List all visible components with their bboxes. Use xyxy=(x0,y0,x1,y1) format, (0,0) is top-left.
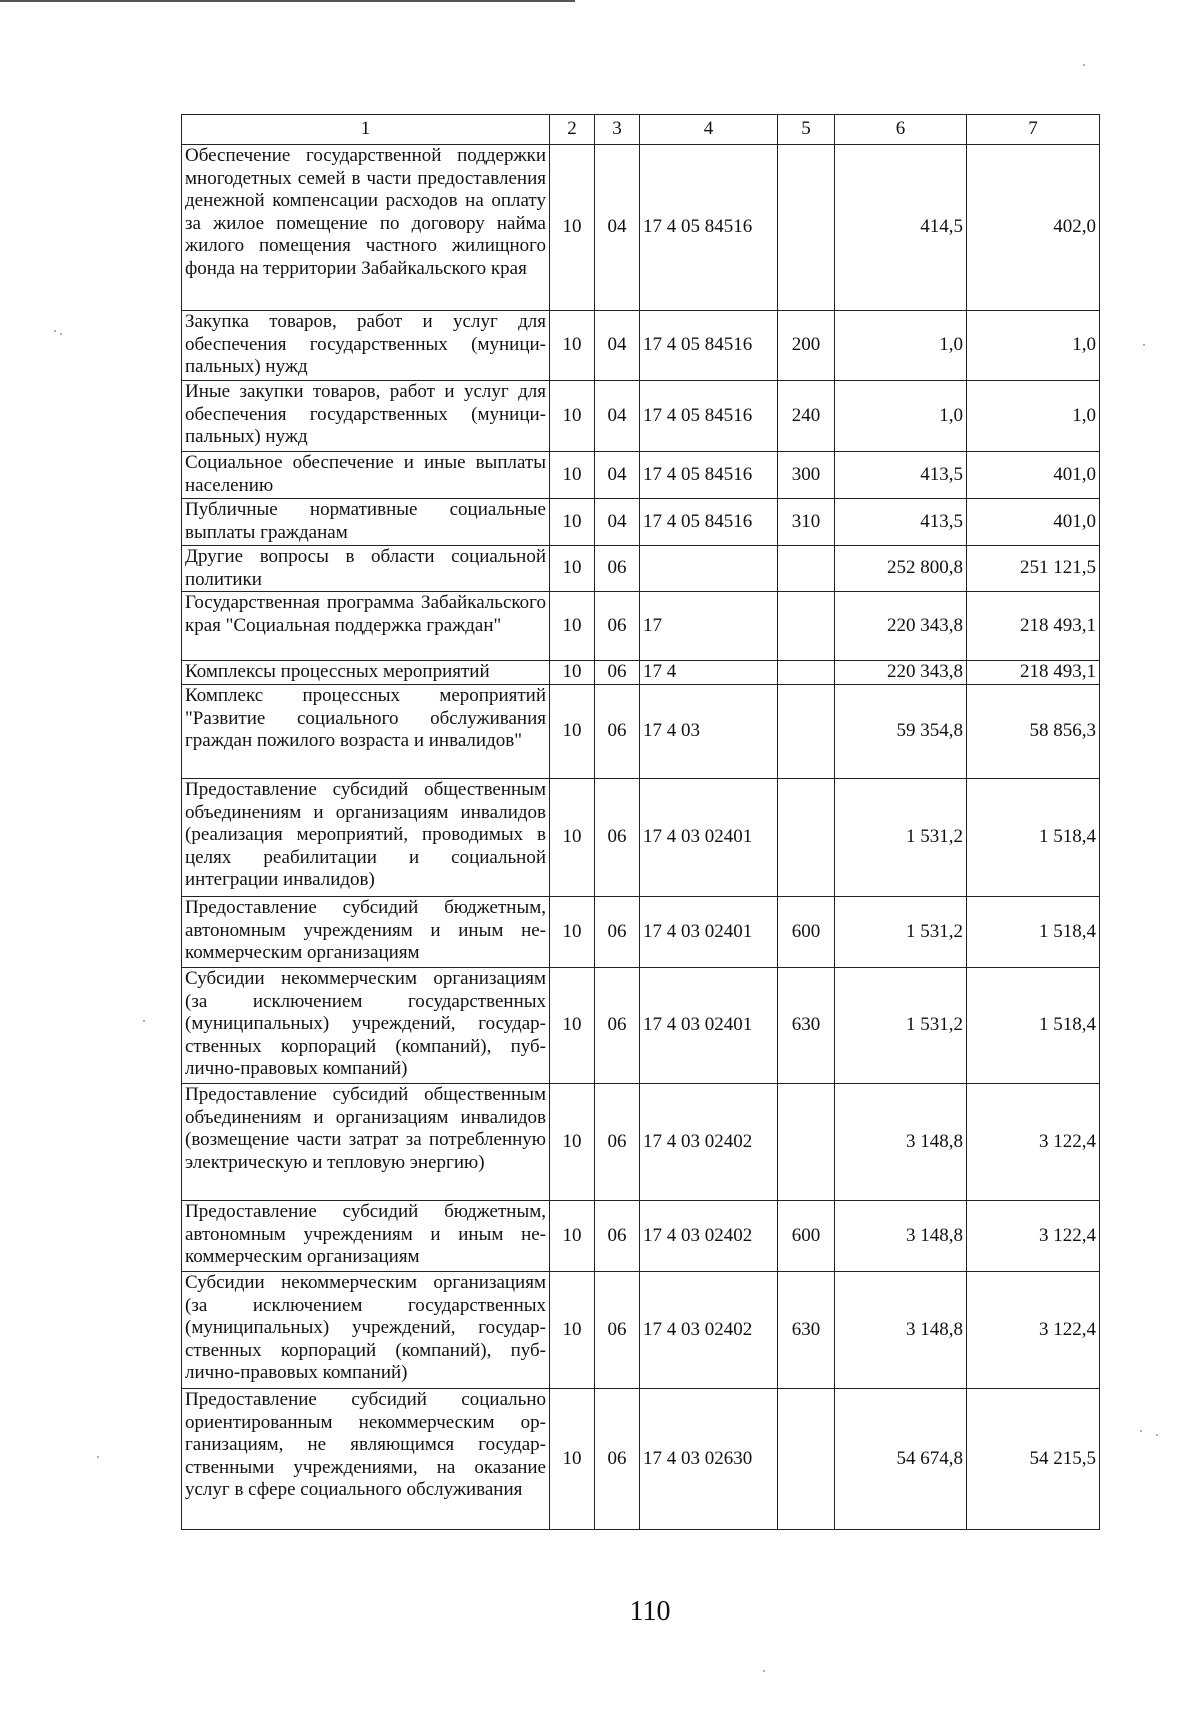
scan-speck xyxy=(1143,344,1145,346)
amount-year1-cell: 413,5 xyxy=(835,452,967,499)
expense-type-cell: 630 xyxy=(778,1272,835,1389)
table-row xyxy=(182,685,1100,779)
row-name-cell: Публичные нормативные социальные выплаты гражданам xyxy=(182,499,550,546)
target-article-cell: 17 4 03 02402 xyxy=(640,1084,778,1201)
header-cell: 2 xyxy=(550,115,595,145)
subsection-cell: 04 xyxy=(595,452,640,499)
amount-year2-cell: 3 122,4 xyxy=(967,1272,1100,1389)
section-cell: 10 xyxy=(550,897,595,968)
row-name-cell: Комплекс процессных мероприятий "Развитие социального обслуживания граждан пожилого возраста и инвалидов" xyxy=(182,685,550,779)
target-article-cell xyxy=(640,546,778,592)
scan-speck xyxy=(54,330,56,332)
amount-year2-cell: 1,0 xyxy=(967,311,1100,381)
section-cell: 10 xyxy=(550,145,595,311)
row-name-cell: Субсидии некоммерческим организациям (за исключением государственных (муниципальных) учреждений, государственных корпораций (компаний), публично-правовых компаний) xyxy=(182,1272,550,1389)
amount-year2-cell: 58 856,3 xyxy=(967,685,1100,779)
subsection-cell: 04 xyxy=(595,381,640,452)
table-row xyxy=(182,452,1100,499)
amount-year1-cell: 413,5 xyxy=(835,499,967,546)
target-article-cell: 17 4 03 02401 xyxy=(640,968,778,1084)
amount-year1-cell: 1 531,2 xyxy=(835,897,967,968)
target-article-cell: 17 4 05 84516 xyxy=(640,381,778,452)
section-cell: 10 xyxy=(550,546,595,592)
scan-speck xyxy=(763,1670,765,1672)
table-row xyxy=(182,968,1100,1084)
table-row xyxy=(182,145,1100,311)
expense-type-cell xyxy=(778,685,835,779)
table-row xyxy=(182,779,1100,897)
subsection-cell: 06 xyxy=(595,1272,640,1389)
target-article-cell: 17 4 05 84516 xyxy=(640,145,778,311)
section-cell: 10 xyxy=(550,685,595,779)
expense-type-cell xyxy=(778,546,835,592)
amount-year1-cell: 1 531,2 xyxy=(835,779,967,897)
target-article-cell: 17 4 05 84516 xyxy=(640,311,778,381)
section-cell: 10 xyxy=(550,592,595,661)
subsection-cell: 06 xyxy=(595,1389,640,1530)
section-cell: 10 xyxy=(550,968,595,1084)
subsection-cell: 06 xyxy=(595,1084,640,1201)
expense-type-cell xyxy=(778,661,835,685)
amount-year1-cell: 59 354,8 xyxy=(835,685,967,779)
subsection-cell: 06 xyxy=(595,661,640,685)
subsection-cell: 06 xyxy=(595,1201,640,1272)
table-row xyxy=(182,546,1100,592)
expense-type-cell: 600 xyxy=(778,1201,835,1272)
target-article-cell: 17 4 xyxy=(640,661,778,685)
subsection-cell: 06 xyxy=(595,968,640,1084)
expense-type-cell xyxy=(778,145,835,311)
section-cell: 10 xyxy=(550,1389,595,1530)
target-article-cell: 17 4 03 02402 xyxy=(640,1201,778,1272)
section-cell: 10 xyxy=(550,1201,595,1272)
subsection-cell: 04 xyxy=(595,145,640,311)
amount-year2-cell: 218 493,1 xyxy=(967,661,1100,685)
table-row xyxy=(182,381,1100,452)
amount-year2-cell: 251 121,5 xyxy=(967,546,1100,592)
scan-speck xyxy=(1140,1430,1142,1432)
table-row xyxy=(182,1201,1100,1272)
scan-speck xyxy=(60,333,62,335)
amount-year2-cell: 401,0 xyxy=(967,452,1100,499)
row-name-cell: Предоставление субсидий бюджетным, автономным учреждениям и иным некоммерческим организациям xyxy=(182,897,550,968)
header-cell: 5 xyxy=(778,115,835,145)
scan-speck xyxy=(97,1456,99,1458)
amount-year2-cell: 54 215,5 xyxy=(967,1389,1100,1530)
section-cell: 10 xyxy=(550,661,595,685)
expense-type-cell xyxy=(778,1389,835,1530)
target-article-cell: 17 4 03 02630 xyxy=(640,1389,778,1530)
row-name-cell: Государственная программа Забайкальского края "Социальная поддержка граждан" xyxy=(182,592,550,661)
amount-year2-cell: 3 122,4 xyxy=(967,1201,1100,1272)
amount-year1-cell: 252 800,8 xyxy=(835,546,967,592)
row-name-cell: Предоставление субсидий бюджетным, автономным учреждениям и иным некоммерческим организациям xyxy=(182,1201,550,1272)
subsection-cell: 06 xyxy=(595,546,640,592)
amount-year1-cell: 54 674,8 xyxy=(835,1389,967,1530)
header-cell: 3 xyxy=(595,115,640,145)
section-cell: 10 xyxy=(550,499,595,546)
expense-type-cell: 310 xyxy=(778,499,835,546)
subsection-cell: 04 xyxy=(595,311,640,381)
table-row xyxy=(182,311,1100,381)
amount-year2-cell: 218 493,1 xyxy=(967,592,1100,661)
target-article-cell: 17 4 05 84516 xyxy=(640,499,778,546)
amount-year2-cell: 401,0 xyxy=(967,499,1100,546)
table-row xyxy=(182,592,1100,661)
row-name-cell: Предоставление субсидий общественным объединениям и организациям инвалидов (реализация мероприятий, проводимых в целях реабилитации и социальной интеграции инвалидов) xyxy=(182,779,550,897)
target-article-cell: 17 4 03 02402 xyxy=(640,1272,778,1389)
table-row xyxy=(182,897,1100,968)
budget-table xyxy=(181,114,1100,1530)
header-cell: 1 xyxy=(182,115,550,145)
row-name-cell: Другие вопросы в области социальной политики xyxy=(182,546,550,592)
section-cell: 10 xyxy=(550,452,595,499)
target-article-cell: 17 4 03 02401 xyxy=(640,897,778,968)
header-cell: 7 xyxy=(967,115,1100,145)
amount-year1-cell: 3 148,8 xyxy=(835,1272,967,1389)
section-cell: 10 xyxy=(550,1084,595,1201)
row-name-cell: Иные закупки товаров, работ и услуг для обеспечения государственных (муниципальных) нужд xyxy=(182,381,550,452)
amount-year1-cell: 1 531,2 xyxy=(835,968,967,1084)
target-article-cell: 17 4 03 02401 xyxy=(640,779,778,897)
expense-type-cell xyxy=(778,779,835,897)
section-cell: 10 xyxy=(550,779,595,897)
section-cell: 10 xyxy=(550,381,595,452)
section-cell: 10 xyxy=(550,311,595,381)
amount-year1-cell: 220 343,8 xyxy=(835,592,967,661)
scan-speck xyxy=(143,1020,145,1022)
expense-type-cell: 600 xyxy=(778,897,835,968)
target-article-cell: 17 xyxy=(640,592,778,661)
subsection-cell: 06 xyxy=(595,897,640,968)
amount-year1-cell: 3 148,8 xyxy=(835,1201,967,1272)
row-name-cell: Предоставление субсидий социально ориентированным некоммерческим организациям, не являющимся государственными учреждениями, на оказание услуг в сфере социального обслуживания xyxy=(182,1389,550,1530)
row-name-cell: Обеспечение государственной поддержки многодетных семей в части предоставления денежной компенсации расходов на оплату за жилое помещение по договору найма жилого помещения частного жилищного фонда на территории Забайкальского края xyxy=(182,145,550,311)
page-number: 110 xyxy=(629,1596,671,1627)
row-name-cell: Закупка товаров, работ и услуг для обеспечения государственных (муниципальных) нужд xyxy=(182,311,550,381)
amount-year1-cell: 220 343,8 xyxy=(835,661,967,685)
expense-type-cell xyxy=(778,1084,835,1201)
amount-year2-cell: 1 518,4 xyxy=(967,779,1100,897)
expense-type-cell: 300 xyxy=(778,452,835,499)
scan-speck xyxy=(1083,64,1085,66)
row-name-cell: Предоставление субсидий общественным объединениям и организациям инвалидов (возмещение части затрат за потребленную электрическую и тепловую энергию) xyxy=(182,1084,550,1201)
table-row xyxy=(182,1389,1100,1530)
subsection-cell: 06 xyxy=(595,779,640,897)
target-article-cell: 17 4 03 xyxy=(640,685,778,779)
section-cell: 10 xyxy=(550,1272,595,1389)
amount-year2-cell: 1 518,4 xyxy=(967,897,1100,968)
table-row xyxy=(182,1272,1100,1389)
expense-type-cell: 240 xyxy=(778,381,835,452)
table-row xyxy=(182,1084,1100,1201)
scan-edge-line xyxy=(0,0,575,2)
subsection-cell: 06 xyxy=(595,685,640,779)
table-header-row xyxy=(182,115,1100,145)
expense-type-cell: 630 xyxy=(778,968,835,1084)
amount-year1-cell: 1,0 xyxy=(835,311,967,381)
amount-year2-cell: 1 518,4 xyxy=(967,968,1100,1084)
target-article-cell: 17 4 05 84516 xyxy=(640,452,778,499)
amount-year1-cell: 1,0 xyxy=(835,381,967,452)
expense-type-cell xyxy=(778,592,835,661)
scan-speck xyxy=(1156,1434,1158,1436)
row-name-cell: Субсидии некоммерческим организациям (за исключением государственных (муниципальных) учреждений, государственных корпораций (компаний), публично-правовых компаний) xyxy=(182,968,550,1084)
row-name-cell: Комплексы процессных мероприятий xyxy=(182,661,550,685)
amount-year2-cell: 1,0 xyxy=(967,381,1100,452)
amount-year1-cell: 414,5 xyxy=(835,145,967,311)
table-row xyxy=(182,661,1100,685)
subsection-cell: 06 xyxy=(595,592,640,661)
subsection-cell: 04 xyxy=(595,499,640,546)
amount-year2-cell: 402,0 xyxy=(967,145,1100,311)
header-cell: 4 xyxy=(640,115,778,145)
row-name-cell: Социальное обеспечение и иные выплаты населению xyxy=(182,452,550,499)
amount-year2-cell: 3 122,4 xyxy=(967,1084,1100,1201)
amount-year1-cell: 3 148,8 xyxy=(835,1084,967,1201)
table-row xyxy=(182,499,1100,546)
expense-type-cell: 200 xyxy=(778,311,835,381)
header-cell: 6 xyxy=(835,115,967,145)
